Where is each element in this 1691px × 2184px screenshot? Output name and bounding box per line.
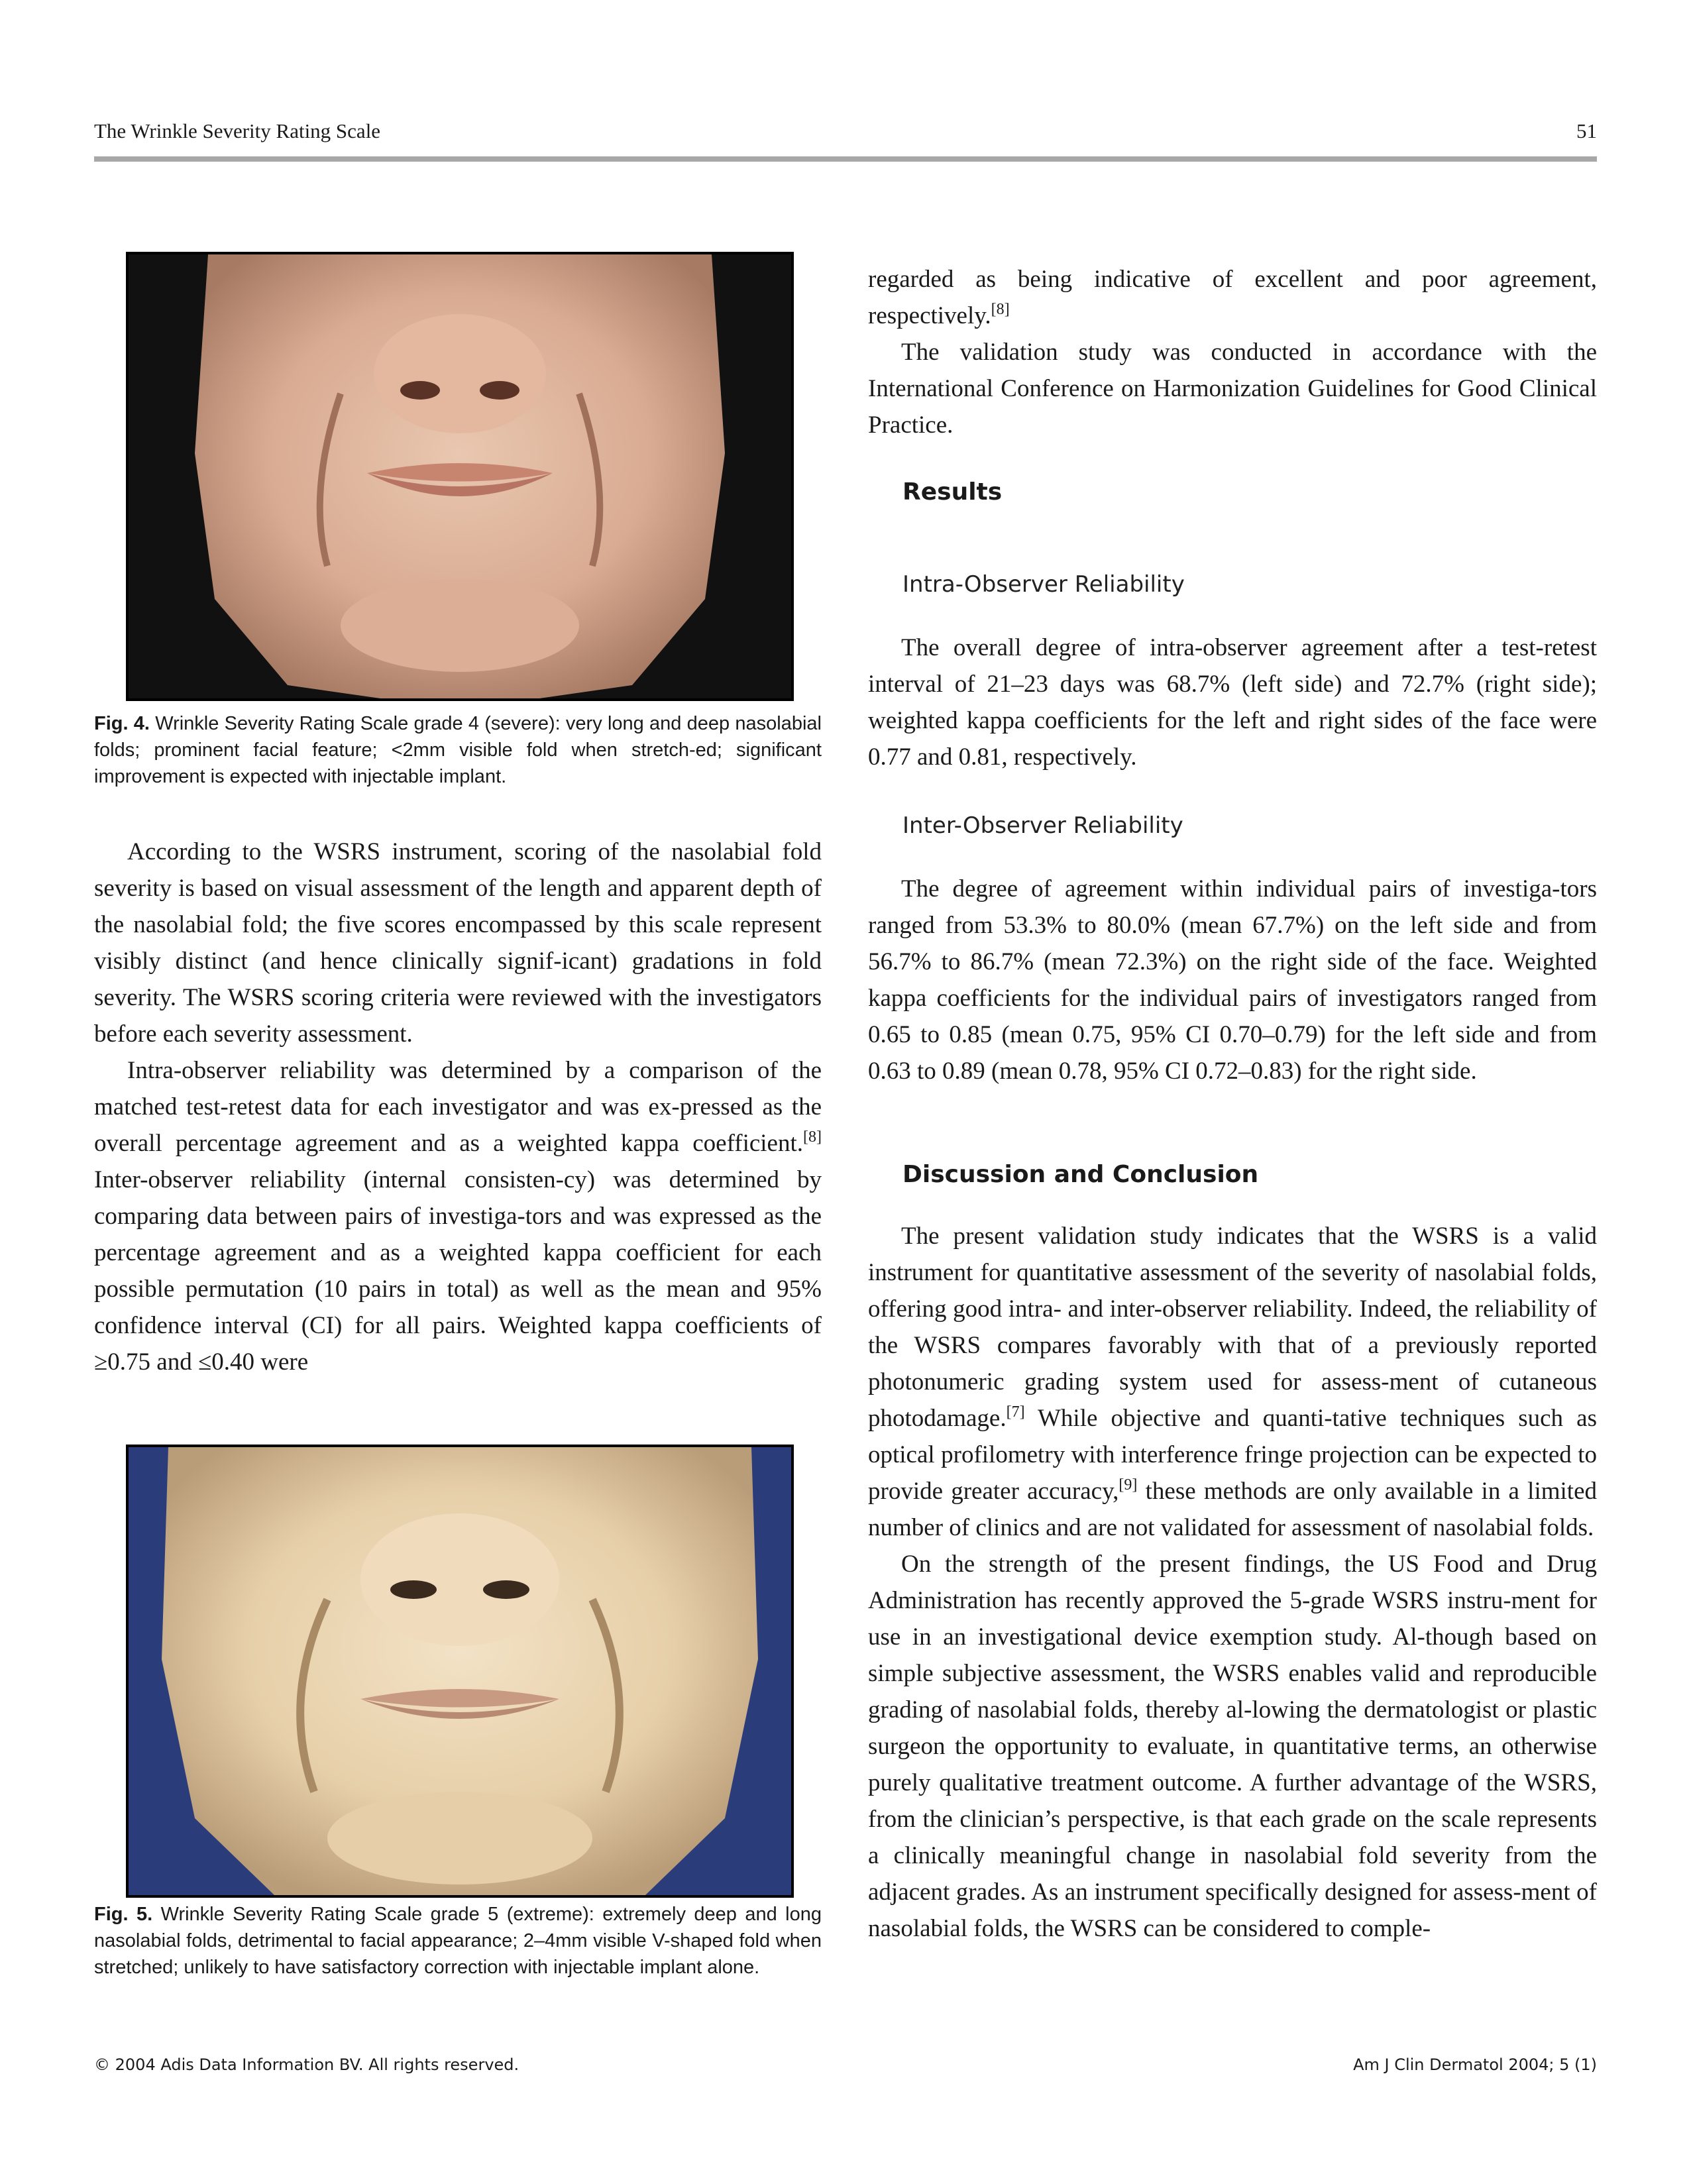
running-title: The Wrinkle Severity Rating Scale bbox=[94, 119, 381, 142]
face-photo-grade-4 bbox=[129, 254, 791, 698]
discussion-body bbox=[868, 1218, 1597, 1947]
citation-ref: [7] bbox=[1006, 1403, 1025, 1421]
figure-4-caption-text: Wrinkle Severity Rating Scale grade 4 (severe): very long and deep nasolabial folds; prominent facial feature; <2mm visible fold when stretch-ed; significant improvement is expected with injectable implant. bbox=[94, 713, 822, 787]
heading-discussion: Discussion and Conclusion bbox=[902, 1161, 1259, 1188]
subheading-inter-observer: Inter-Observer Reliability bbox=[902, 812, 1183, 839]
figure-5-caption bbox=[94, 1901, 822, 1981]
citation-ref: [9] bbox=[1118, 1476, 1138, 1494]
figure-4-label: Fig. 4. bbox=[94, 713, 150, 734]
paragraph-inter-observer: The degree of agreement within individual pairs of investiga-tors ranged from 53.3% to 80.0% (mean 67.7%) on the left side and from 56.7% to 86.7% (mean 72.3%) on the right side of the face. Weighted kappa coefficients for the individual pairs of investigators ranged from 0.65 to 0.85 (mean 0.75, 95% CI 0.70–0.79) for the left side and from 0.63 to 0.89 (mean 0.78, 95% CI 0.72–0.83) for the right side. bbox=[868, 875, 1597, 1085]
face-photo-grade-5 bbox=[129, 1447, 791, 1895]
citation-ref: [8] bbox=[803, 1128, 822, 1146]
subheading-intra-observer: Intra-Observer Reliability bbox=[902, 571, 1185, 598]
heading-results: Results bbox=[902, 478, 1003, 506]
footer-copyright: © 2004 Adis Data Information BV. All rights reserved. bbox=[94, 2055, 519, 2074]
paragraph-ich-guidelines: The validation study was conducted in accordance with the International Conference on Harmonization Guidelines for Good Clinical Practice. bbox=[868, 339, 1597, 439]
figure-4-photo bbox=[126, 252, 794, 701]
footer-journal: Am J Clin Dermatol 2004; 5 (1) bbox=[1353, 2055, 1597, 2074]
right-column-intro bbox=[868, 261, 1597, 443]
paragraph-intra-observer: The overall degree of intra-observer agreement after a test-retest interval of 21–23 days was 68.7% (left side) and 72.7% (right side); weighted kappa coefficients for the left and right sides of the face were 0.77 and 0.81, respectively. bbox=[868, 634, 1597, 771]
paragraph-discussion-2: On the strength of the present findings, the US Food and Drug Administration has recently approved the 5-grade WSRS instru-ment for use in an investigational device exemption study. Al-though based on simple subjective assessment, the WSRS enables valid and reproducible grading of nasolabial folds, thereby al-lowing the dermatologist or plastic surgeon the opportunity to evaluate, in quantitative terms, an otherwise purely qualitative treatment outcome. A further advantage of the WSRS, from the clinician’s perspective, is that each grade on the scale represents a clinically meaningful change in nasolabial fold severity from the adjacent grades. As an instrument specifically designed for assess-ment of nasolabial folds, the WSRS can be considered to comple- bbox=[868, 1551, 1597, 1942]
left-column-body bbox=[94, 834, 822, 1380]
figure-4-caption bbox=[94, 710, 822, 790]
header-rule bbox=[94, 156, 1597, 162]
paragraph-reliability-methods: Intra-observer reliability was determined by a comparison of the matched test-retest data for each investigator and was ex-pressed as the overall percentage agreement and as a weighted kappa coefficient.[8] Inter-observer reliability (internal consisten-cy) was determined by comparing data between pairs of investiga-tors and was expressed as the percentage agreement and as a weighted kappa coefficient for each possible permutation (10 pairs in total) as well as the mean and 95% confidence interval (CI) for all pairs. Weighted kappa coefficients of ≥0.75 and ≤0.40 were bbox=[94, 1057, 822, 1376]
page-number: 51 bbox=[1576, 119, 1597, 142]
figure-5-caption-text: Wrinkle Severity Rating Scale grade 5 (extreme): extremely deep and long nasolabial folds, detrimental to facial appearance; 2–4mm visible V-shaped fold when stretched; unlikely to have satisfactory correction with injectable implant alone. bbox=[94, 1904, 822, 1978]
paragraph-discussion-1: The present validation study indicates that the WSRS is a valid instrument for quantitative assessment of the severity of nasolabial folds, offering good intra- and inter-observer reliability. Indeed, the reliability of the WSRS compares favorably with that of a previously reported photonumeric grading system used for assess-ment of cutaneous photodamage.[7] While objective and quanti-tative techniques such as optical profilometry with interference fringe projection can be expected to provide greater accuracy,[9] these methods are only available in a limited number of clinics and are not validated for assessment of nasolabial folds. bbox=[868, 1223, 1597, 1541]
figure-5-label: Fig. 5. bbox=[94, 1904, 153, 1925]
citation-ref: [8] bbox=[991, 301, 1010, 318]
running-header bbox=[94, 119, 1597, 148]
paragraph-continuation: regarded as being indicative of excellent and poor agreement, respectively.[8] bbox=[868, 266, 1597, 329]
intra-observer-results bbox=[868, 629, 1597, 775]
paragraph-wsrs-scoring: According to the WSRS instrument, scoring of the nasolabial fold severity is based on visual assessment of the length and apparent depth of the nasolabial fold; the five scores encompassed by this scale represent visibly distinct (and hence clinically signif-icant) gradations in fold severity. The WSRS scoring criteria were reviewed with the investigators before each severity assessment. bbox=[94, 838, 822, 1048]
figure-5-photo bbox=[126, 1445, 794, 1898]
inter-observer-results bbox=[868, 871, 1597, 1089]
